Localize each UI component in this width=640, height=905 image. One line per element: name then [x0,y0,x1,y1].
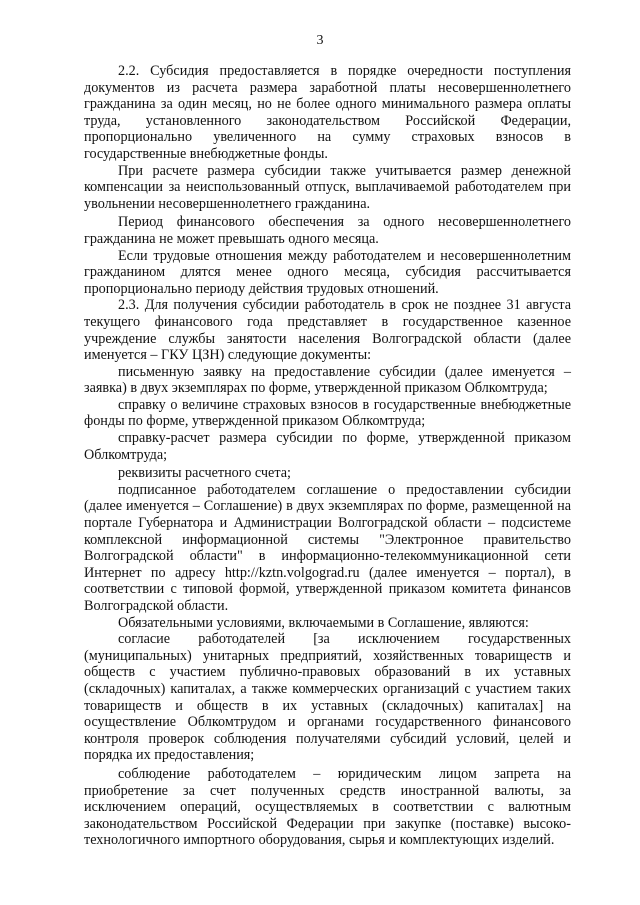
list-item-insurance-certificate: справку о величине страховых взносов в государственные внебюджетные фонды по форме, утвержденной приказом Облкомтруда; [84,396,571,430]
document-body [84,63,571,849]
paragraph-proportional-calculation: Если трудовые отношения между работодателем и несовершеннолетним гражданином длятся менее одного месяца, субсидия рассчитывается пропорционально периоду действия трудовых отношений. [84,247,571,297]
paragraph-2-3-documents: 2.3. Для получения субсидии работодатель в срок не позднее 31 августа текущего финансового года представляет в государственное казенное учреждение службы занятости населения Волгоградской области (далее именуется – ГКУ ЦЗН) следующие документы: [84,297,571,364]
list-item-consent-to-inspection: согласие работодателей [за исключением государственных (муниципальных) унитарных предприятий, хозяйственных товариществ и обществ с участием публично-правовых образований в их уставных (складочных) капиталах, а также коммерческих организаций с участием таких товариществ и обществ в их уставных (складочных) капиталах] на осуществление Облкомтрудом и органами государственного финансового контроля проверок соблюдения получателями субсидий условий, целей и порядка их предоставления; [84,631,571,764]
paragraph-2-2-subsidy-order: 2.2. Субсидия предоставляется в порядке очередности поступления документов из расчета размера заработной платы несовершеннолетнего гражданина за один месяц, но не более одного минимального размера оплаты труда, установленного законодательством Российской Федерации, пропорционально увеличенного на сумму страховых взносов в государственные внебюджетные фонды. [84,63,571,162]
list-item-agreement: подписанное работодателем соглашение о предоставлении субсидии (далее именуется – Соглашение) в двух экземплярах по форме, размещенной на портале Губернатора и Администрации Волгоградской области – подсистеме комплексной информационной системы "Электронное правительство Волгоградской области" в информационно-телекоммуникационной сети Интернет по адресу http://kztn.volgograd.ru (далее именуется – портал), в соответствии с типовой формой, утвержденной приказом комитета финансов Волгоградской области. [84,481,571,614]
list-item-currency-restriction: соблюдение работодателем – юридическим лицом запрета на приобретение за счет полученных средств иностранной валюты, за исключением операций, осуществляемых в соответствии с валютным законодательством Российской Федерации при закупке (поставке) высокотехнологичного импортного оборудования, сырья и комплектующих изделий. [84,765,571,849]
list-item-bank-details: реквизиты расчетного счета; [118,465,291,482]
list-item-calculation-certificate: справку-расчет размера субсидии по форме, утвержденной приказом Облкомтруда; [84,430,571,463]
list-item-application: письменную заявку на предоставление субсидии (далее именуется – заявка) в двух экземплярах по форме, утвержденной приказом Облкомтруда; [84,363,571,397]
page-number: 3 [316,33,324,48]
paragraph-mandatory-conditions: Обязательными условиями, включаемыми в Соглашение, являются: [118,614,529,631]
paragraph-financing-period: Период финансового обеспечения за одного несовершеннолетнего гражданина не может превышать одного месяца. [84,214,571,247]
paragraph-vacation-compensation: При расчете размера субсидии также учитывается размер денежной компенсации за неиспользованный отпуск, выплачиваемой работодателем при увольнении несовершеннолетнего гражданина. [84,162,571,212]
